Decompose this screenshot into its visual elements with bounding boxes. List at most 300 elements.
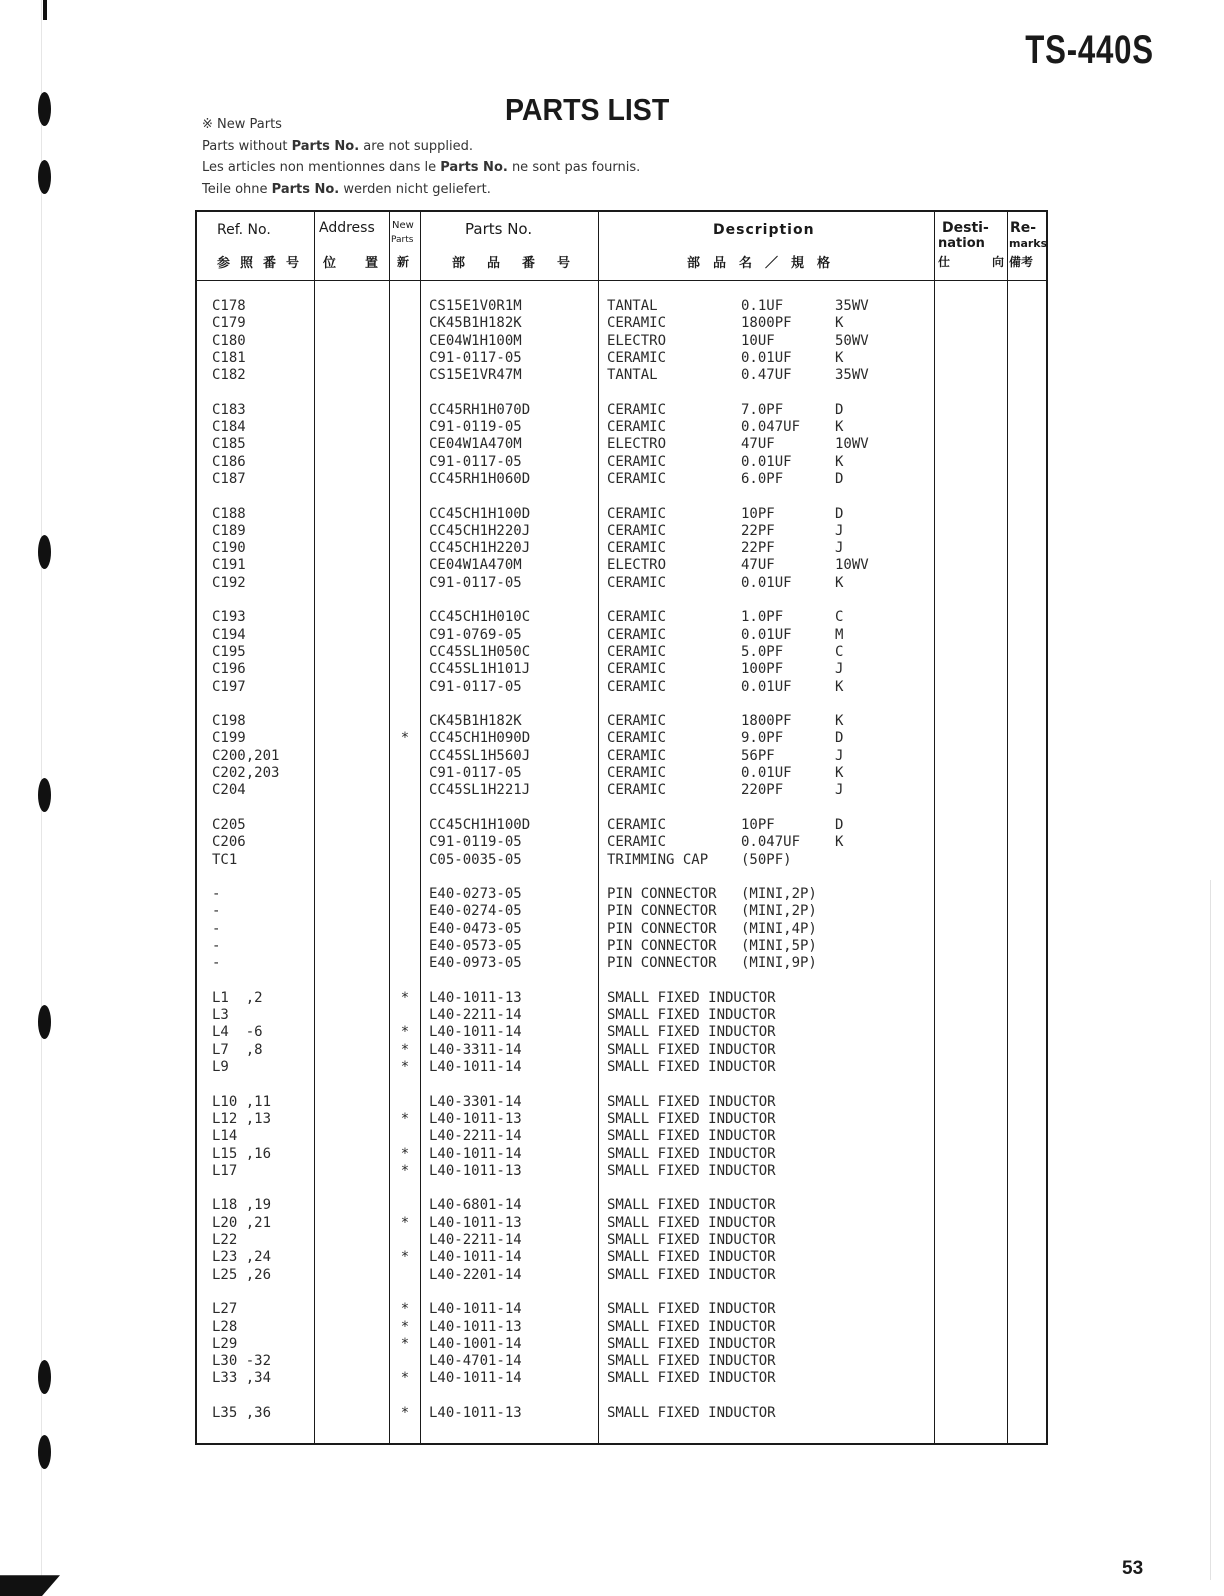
description-spec: K: [835, 349, 844, 366]
description-type: SMALL FIXED INDUCTOR: [607, 1145, 776, 1162]
description-spec: K: [835, 765, 844, 782]
parts-no: L40-3311-14: [429, 1041, 522, 1058]
ref-no: C198: [212, 713, 246, 730]
table-row: [197, 644, 1046, 661]
note-french: Les articles non mentionnes dans le Parts No. ne sont pas fournis.: [202, 160, 641, 175]
ref-no: C195: [212, 643, 246, 660]
ref-no: L7 ,8: [212, 1041, 263, 1058]
description-type: CERAMIC: [607, 643, 667, 660]
ref-no: C205: [212, 816, 246, 833]
description-type: SMALL FIXED INDUCTOR: [607, 989, 776, 1006]
ref-no: -: [212, 903, 221, 920]
description-value: (MINI,5P): [741, 937, 817, 954]
parts-no: L40-1011-14: [429, 1370, 522, 1387]
parts-no: L40-1001-14: [429, 1335, 522, 1352]
new-parts-mark: *: [400, 1370, 410, 1387]
description-spec: D: [835, 505, 844, 522]
parts-no: C05-0035-05: [429, 851, 522, 868]
parts-no: C91-0119-05: [429, 419, 522, 436]
table-row: [197, 1007, 1046, 1024]
parts-no: L40-2211-14: [429, 1232, 522, 1249]
table-row: [197, 1042, 1046, 1059]
description-type: SMALL FIXED INDUCTOR: [607, 1405, 776, 1421]
ref-no: C185: [212, 436, 246, 453]
header-address-jp-1: 位: [323, 256, 347, 271]
description-type: PIN CONNECTOR: [607, 937, 717, 954]
description-spec: K: [835, 834, 844, 851]
new-parts-mark: *: [400, 1405, 410, 1421]
punch-hole: [38, 1360, 51, 1394]
ref-no: L3: [212, 1007, 229, 1024]
scan-edge-right: [1210, 880, 1211, 1580]
table-row: [197, 661, 1046, 678]
parts-no: CC45CH1H090D: [429, 730, 531, 747]
description-type: SMALL FIXED INDUCTOR: [607, 1110, 776, 1127]
description-type: SMALL FIXED INDUCTOR: [607, 1353, 776, 1370]
description-type: ELECTRO: [607, 436, 667, 453]
description-type: CERAMIC: [607, 816, 667, 833]
model-number: TS-440S: [1025, 28, 1154, 72]
description-spec: K: [835, 574, 844, 591]
table-row: [197, 1111, 1046, 1128]
parts-no: CC45CH1H100D: [429, 505, 531, 522]
ref-no: C184: [212, 419, 246, 436]
description-spec: C: [835, 643, 844, 660]
parts-no: CE04W1H100M: [429, 332, 522, 349]
parts-no: C91-0117-05: [429, 349, 522, 366]
description-type: SMALL FIXED INDUCTOR: [607, 1370, 776, 1387]
ref-no: L23 ,24: [212, 1249, 272, 1266]
parts-no: L40-2201-14: [429, 1266, 522, 1283]
description-type: SMALL FIXED INDUCTOR: [607, 1162, 776, 1179]
description-spec: K: [835, 419, 844, 436]
new-parts-mark: *: [400, 1024, 410, 1041]
parts-no: CC45SL1H050C: [429, 643, 531, 660]
ref-no: C189: [212, 522, 246, 539]
ref-no: L12 ,13: [212, 1110, 272, 1127]
description-type: SMALL FIXED INDUCTOR: [607, 1093, 776, 1110]
parts-no: L40-2211-14: [429, 1128, 522, 1145]
note-english: Parts without Parts No. are not supplied.: [202, 138, 474, 154]
new-parts-mark: *: [400, 1335, 410, 1352]
parts-no: L40-1011-14: [429, 1024, 522, 1041]
parts-no: CC45SL1H221J: [429, 782, 531, 799]
header-destination-jp-1: 仕: [938, 255, 951, 269]
description-value: 0.01UF: [741, 678, 792, 695]
description-type: PIN CONNECTOR: [607, 955, 717, 972]
description-type: TANTAL: [607, 298, 658, 314]
table-row: [197, 713, 1046, 730]
description-value: (50PF): [741, 851, 792, 868]
description-type: CERAMIC: [607, 505, 667, 522]
parts-no: CK45B1H182K: [429, 713, 522, 730]
ref-no: C187: [212, 470, 246, 487]
header-ref-no-jp: 参照番号: [217, 256, 310, 271]
table-row: [197, 436, 1046, 453]
group-gap: [197, 1284, 1046, 1301]
table-row: [197, 1319, 1046, 1336]
description-spec: 35WV: [835, 298, 869, 314]
punch-hole: [38, 160, 51, 194]
ref-no: L27: [212, 1301, 238, 1318]
description-spec: J: [835, 522, 844, 539]
group-gap: [197, 696, 1046, 713]
punch-hole: [38, 535, 51, 569]
header-description-jp: 部品名／規格: [687, 256, 844, 271]
description-value: 100PF: [741, 661, 784, 678]
group-gap: [197, 973, 1046, 990]
ref-no: L4 -6: [212, 1024, 263, 1041]
description-type: CERAMIC: [607, 661, 667, 678]
table-row: [197, 506, 1046, 523]
parts-no: L40-4701-14: [429, 1353, 522, 1370]
ref-no: C206: [212, 834, 246, 851]
parts-no: L40-1011-13: [429, 1162, 522, 1179]
parts-no: CC45CH1H220J: [429, 522, 531, 539]
description-spec: 50WV: [835, 332, 869, 349]
description-value: 5.0PF: [741, 643, 784, 660]
parts-no: CE04W1A470M: [429, 436, 522, 453]
group-gap: [197, 1180, 1046, 1197]
description-spec: D: [835, 730, 844, 747]
ref-no: C199: [212, 730, 246, 747]
group-gap: [197, 1388, 1046, 1405]
description-type: SMALL FIXED INDUCTOR: [607, 1007, 776, 1024]
header-parts-no: Parts No.: [465, 220, 533, 238]
ref-no: C202,203: [212, 765, 280, 782]
description-type: SMALL FIXED INDUCTOR: [607, 1128, 776, 1145]
description-value: 56PF: [741, 747, 775, 764]
parts-no: CK45B1H182K: [429, 315, 522, 332]
description-spec: M: [835, 626, 844, 643]
new-parts-mark: *: [400, 1318, 410, 1335]
note-german: Teile ohne Parts No. werden nicht geliefert.: [202, 181, 491, 197]
description-type: SMALL FIXED INDUCTOR: [607, 1318, 776, 1335]
punch-hole: [38, 1005, 51, 1039]
group-gap: [197, 384, 1046, 401]
table-row: [197, 609, 1046, 626]
table-row: [197, 575, 1046, 592]
description-type: CERAMIC: [607, 713, 667, 730]
description-value: 7.0PF: [741, 401, 784, 418]
ref-no: -: [212, 886, 221, 903]
parts-no: L40-3301-14: [429, 1093, 522, 1110]
ref-no: TC1: [212, 851, 238, 868]
table-row: [197, 540, 1046, 557]
parts-no: L40-1011-14: [429, 1301, 522, 1318]
ref-no: L29: [212, 1335, 238, 1352]
description-type: CERAMIC: [607, 522, 667, 539]
scan-mark-top: [43, 0, 47, 20]
header-parts-no-jp: 部品番号: [452, 256, 593, 271]
ref-no: L28: [212, 1318, 238, 1335]
table-row: [197, 1336, 1046, 1353]
ref-no: L14: [212, 1128, 238, 1145]
description-type: CERAMIC: [607, 315, 667, 332]
table-row: [197, 367, 1046, 384]
table-row: [197, 627, 1046, 644]
description-type: SMALL FIXED INDUCTOR: [607, 1024, 776, 1041]
ref-no: L1 ,2: [212, 989, 263, 1006]
parts-no: L40-1011-13: [429, 1110, 522, 1127]
description-type: CERAMIC: [607, 453, 667, 470]
description-value: 0.01UF: [741, 765, 792, 782]
parts-no: CC45CH1H010C: [429, 609, 531, 626]
header-destination-2: nation: [938, 236, 985, 251]
description-value: 47UF: [741, 436, 775, 453]
supply-notes: [202, 114, 640, 200]
description-value: 1800PF: [741, 713, 792, 730]
punch-hole: [38, 92, 51, 126]
table-row: [197, 782, 1046, 799]
table-row: [197, 315, 1046, 332]
description-type: CERAMIC: [607, 626, 667, 643]
table-row: [197, 1232, 1046, 1249]
table-row: [197, 1370, 1046, 1387]
description-value: 0.01UF: [741, 626, 792, 643]
ref-no: C179: [212, 315, 246, 332]
group-gap: [197, 488, 1046, 505]
description-spec: 10WV: [835, 436, 869, 453]
group-gap: [197, 1076, 1046, 1093]
table-row: [197, 1267, 1046, 1284]
ref-no: -: [212, 937, 221, 954]
description-value: (MINI,2P): [741, 886, 817, 903]
table-row: [197, 921, 1046, 938]
table-row: [197, 419, 1046, 436]
parts-no: C91-0117-05: [429, 765, 522, 782]
new-parts-mark: *: [400, 1249, 410, 1266]
ref-no: C194: [212, 626, 246, 643]
scan-mark-corner: [0, 1570, 60, 1596]
ref-no: L20 ,21: [212, 1214, 272, 1231]
description-type: SMALL FIXED INDUCTOR: [607, 1197, 776, 1214]
description-type: CERAMIC: [607, 419, 667, 436]
description-type: SMALL FIXED INDUCTOR: [607, 1249, 776, 1266]
description-value: 0.01UF: [741, 453, 792, 470]
ref-no: L22: [212, 1232, 238, 1249]
description-spec: K: [835, 315, 844, 332]
table-row: [197, 765, 1046, 782]
description-value: 0.47UF: [741, 367, 792, 384]
parts-no: L40-1011-14: [429, 1145, 522, 1162]
table-row: [197, 679, 1046, 696]
description-type: CERAMIC: [607, 747, 667, 764]
table-row: [197, 1249, 1046, 1266]
table-row: [197, 834, 1046, 851]
table-row: [197, 333, 1046, 350]
description-type: CERAMIC: [607, 349, 667, 366]
description-value: 0.047UF: [741, 419, 801, 436]
ref-no: L17: [212, 1162, 238, 1179]
description-type: PIN CONNECTOR: [607, 886, 717, 903]
description-type: CERAMIC: [607, 834, 667, 851]
new-parts-mark: *: [400, 1110, 410, 1127]
description-type: CERAMIC: [607, 540, 667, 557]
description-value: 9.0PF: [741, 730, 784, 747]
description-type: SMALL FIXED INDUCTOR: [607, 1232, 776, 1249]
new-parts-mark: *: [400, 1214, 410, 1231]
description-type: ELECTRO: [607, 332, 667, 349]
table-row: [197, 1128, 1046, 1145]
parts-no: E40-0573-05: [429, 937, 522, 954]
header-remarks-jp: 備考: [1009, 255, 1034, 269]
new-parts-mark: *: [400, 1145, 410, 1162]
parts-no: L40-1011-13: [429, 989, 522, 1006]
header-destination-jp-2: 向: [992, 255, 1005, 269]
parts-no: CC45CH1H100D: [429, 816, 531, 833]
new-parts-mark: *: [400, 989, 410, 1006]
description-type: CERAMIC: [607, 401, 667, 418]
group-gap: [197, 592, 1046, 609]
ref-no: L15 ,16: [212, 1145, 272, 1162]
table-row: [197, 1146, 1046, 1163]
table-row: [197, 298, 1046, 315]
description-value: 0.047UF: [741, 834, 801, 851]
table-row: [197, 557, 1046, 574]
new-parts-mark: *: [400, 730, 410, 747]
ref-no: C197: [212, 678, 246, 695]
table-row: [197, 886, 1046, 903]
table-row: [197, 1059, 1046, 1076]
parts-no: C91-0117-05: [429, 453, 522, 470]
description-value: 220PF: [741, 782, 784, 799]
header-remarks-2: marks: [1009, 237, 1048, 250]
description-value: 0.01UF: [741, 349, 792, 366]
table-row: [197, 1301, 1046, 1318]
parts-no: CE04W1A470M: [429, 557, 522, 574]
header-new-parts-jp: 新: [397, 255, 410, 269]
ref-no: L10 ,11: [212, 1093, 272, 1110]
description-value: 10PF: [741, 505, 775, 522]
header-address-jp-2: 置: [365, 256, 389, 271]
table-row: [197, 1353, 1046, 1370]
header-destination-1: Desti-: [942, 220, 989, 236]
table-row: [197, 402, 1046, 419]
group-gap: [197, 800, 1046, 817]
note-new-parts: ※ New Parts: [202, 117, 282, 132]
description-spec: J: [835, 747, 844, 764]
ref-no: L18 ,19: [212, 1197, 272, 1214]
page-number: 53: [1122, 1558, 1144, 1579]
header-divider: [197, 280, 1046, 281]
description-type: CERAMIC: [607, 782, 667, 799]
table-row: [197, 852, 1046, 869]
parts-no: L40-1011-14: [429, 1059, 522, 1076]
table-row: [197, 1094, 1046, 1111]
table-row: [197, 955, 1046, 972]
table-row: [197, 454, 1046, 471]
parts-no: L40-2211-14: [429, 1007, 522, 1024]
punch-hole: [38, 778, 51, 812]
group-gap: [197, 869, 1046, 886]
description-type: CERAMIC: [607, 678, 667, 695]
description-spec: D: [835, 401, 844, 418]
description-type: SMALL FIXED INDUCTOR: [607, 1059, 776, 1076]
description-spec: J: [835, 661, 844, 678]
description-type: ELECTRO: [607, 557, 667, 574]
ref-no: C186: [212, 453, 246, 470]
description-value: (MINI,2P): [741, 903, 817, 920]
parts-no: C91-0117-05: [429, 574, 522, 591]
description-value: 10PF: [741, 816, 775, 833]
ref-no: C200,201: [212, 747, 280, 764]
table-row: [197, 730, 1046, 747]
new-parts-mark: *: [400, 1041, 410, 1058]
ref-no: L30 -32: [212, 1353, 272, 1370]
description-value: (MINI,4P): [741, 920, 817, 937]
table-row: [197, 938, 1046, 955]
new-parts-mark: *: [400, 1059, 410, 1076]
description-value: 1800PF: [741, 315, 792, 332]
description-spec: K: [835, 713, 844, 730]
table-row: [197, 1215, 1046, 1232]
description-value: 22PF: [741, 540, 775, 557]
parts-rows: [197, 298, 1046, 1422]
ref-no: C191: [212, 557, 246, 574]
description-type: TANTAL: [607, 367, 658, 384]
description-type: CERAMIC: [607, 574, 667, 591]
parts-no: CC45CH1H220J: [429, 540, 531, 557]
parts-no: L40-1011-13: [429, 1405, 522, 1421]
description-value: 1.0PF: [741, 609, 784, 626]
header-description: Description: [713, 222, 815, 238]
parts-no: L40-1011-14: [429, 1249, 522, 1266]
header-new-parts-2: Parts: [391, 235, 414, 245]
description-spec: D: [835, 816, 844, 833]
parts-no: C91-0769-05: [429, 626, 522, 643]
ref-no: L9: [212, 1059, 229, 1076]
parts-no: CS15E1V0R1M: [429, 298, 522, 314]
parts-no: C91-0117-05: [429, 678, 522, 695]
description-type: CERAMIC: [607, 609, 667, 626]
table-row: [197, 471, 1046, 488]
parts-no: CC45RH1H060D: [429, 470, 531, 487]
parts-no: E40-0273-05: [429, 886, 522, 903]
ref-no: C192: [212, 574, 246, 591]
description-spec: 10WV: [835, 557, 869, 574]
description-value: 47UF: [741, 557, 775, 574]
table-row: [197, 990, 1046, 1007]
table-row: [197, 903, 1046, 920]
ref-no: -: [212, 955, 221, 972]
description-value: 0.01UF: [741, 574, 792, 591]
description-type: SMALL FIXED INDUCTOR: [607, 1335, 776, 1352]
ref-no: -: [212, 920, 221, 937]
ref-no: L33 ,34: [212, 1370, 272, 1387]
description-type: SMALL FIXED INDUCTOR: [607, 1266, 776, 1283]
description-spec: K: [835, 453, 844, 470]
ref-no: C190: [212, 540, 246, 557]
ref-no: C180: [212, 332, 246, 349]
table-row: [197, 1163, 1046, 1180]
ref-no: C182: [212, 367, 246, 384]
table-row: [197, 817, 1046, 834]
description-value: (MINI,9P): [741, 955, 817, 972]
description-type: PIN CONNECTOR: [607, 920, 717, 937]
parts-no: CS15E1VR47M: [429, 367, 522, 384]
page-title: PARTS LIST: [505, 92, 670, 127]
table-row: [197, 1197, 1046, 1214]
ref-no: C178: [212, 298, 246, 314]
table-row: [197, 1024, 1046, 1041]
description-spec: C: [835, 609, 844, 626]
description-spec: 35WV: [835, 367, 869, 384]
description-value: 22PF: [741, 522, 775, 539]
parts-no: L40-6801-14: [429, 1197, 522, 1214]
header-address: Address: [319, 220, 375, 236]
ref-no: L35 ,36: [212, 1405, 272, 1421]
